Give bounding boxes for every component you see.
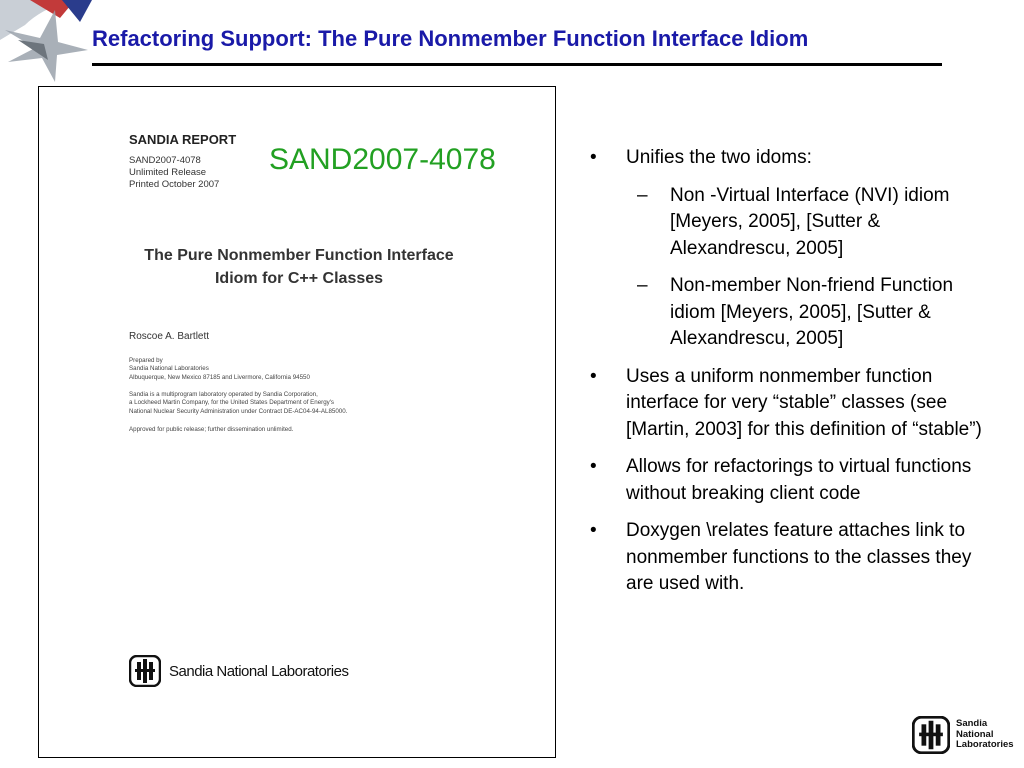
operator-note-line: National Nuclear Security Administration under Contract DE-AC04-94-AL85000. [129,407,348,415]
bullet-item [590,454,1000,507]
slide-title: Refactoring Support: The Pure Nonmember Function Interface Idiom [92,26,809,51]
sub-bullet-item [590,273,1000,353]
report-lab-name: Sandia National Laboratories [169,662,349,680]
report-title-line: Idiom for C++ Classes [214,270,384,287]
report-title [99,244,499,290]
bullet-list [590,145,1000,609]
brand-text [956,719,1014,751]
sandia-thunderbird-icon [129,655,161,687]
bullet-mark: • [590,520,597,541]
bullet-text: Allows for refactorings to virtual functions without breaking client code [626,456,972,504]
prepared-by-line: Prepared by [129,357,163,364]
approval-note: Approved for public release; further dissemination unlimited. [129,426,294,433]
bullet-mark: • [590,365,597,387]
brand-line: Laboratories [956,739,1014,751]
corner-brand-logo [912,716,1014,754]
bullet-text: Doxygen \relates feature attaches link to nonmember functions to the classes they are used with. [626,520,972,594]
report-cover [38,86,556,758]
bullet-text: Uses a uniform nonmember function interface for very “stable” classes (see [Martin, 2003] for this definition of “stable”) [626,365,982,440]
sub-bullet-text: Non -Virtual Interface (NVI) idiom [Meyers, 2005], [Sutter & Alexandrescu, 2005] [670,184,950,259]
report-lab-logo [129,655,348,687]
brand-line: National [956,728,994,740]
operator-note-line: a Lockheed Martin Company, for the United States Department of Energy's [129,399,335,407]
report-number: SAND2007-4078 [129,155,201,166]
brand-line: Sandia [956,718,988,730]
bullet-mark: • [590,456,597,477]
report-meta [129,155,219,191]
prepared-by-line: Sandia National Laboratories [129,365,209,373]
title-divider [92,63,942,66]
bullet-item [590,145,1000,172]
report-printed: Printed October 2007 [129,179,220,190]
bullet-item [590,518,1000,598]
operator-note-line: Sandia is a multiprogram laboratory operated by Sandia Corporation, [129,391,318,398]
report-author: Roscoe A. Bartlett [129,331,210,342]
sub-bullet-text: Non-member Non-friend Function idiom [Meyers, 2005], [Sutter & Alexandrescu, 2005] [670,275,954,349]
bullet-item [590,364,1000,444]
dash-mark: – [637,275,648,296]
bullet-mark: • [590,147,597,168]
sandia-thunderbird-icon [912,716,950,754]
sand-number-label: SAND2007-4078 [269,143,496,176]
operator-note-block [129,391,347,416]
sub-bullet-item [590,183,1000,263]
report-title-line: The Pure Nonmember Function Interface [144,247,454,264]
report-heading: SANDIA REPORT [129,132,237,147]
dash-mark: – [637,184,648,206]
star-logo-icon [0,0,92,82]
prepared-by-line: Albuquerque, New Mexico 87185 and Livermore, California 94550 [129,373,310,381]
prepared-by-block [129,357,310,382]
report-release: Unlimited Release [129,167,207,178]
bullet-text: Unifies the two idoms: [626,147,812,168]
